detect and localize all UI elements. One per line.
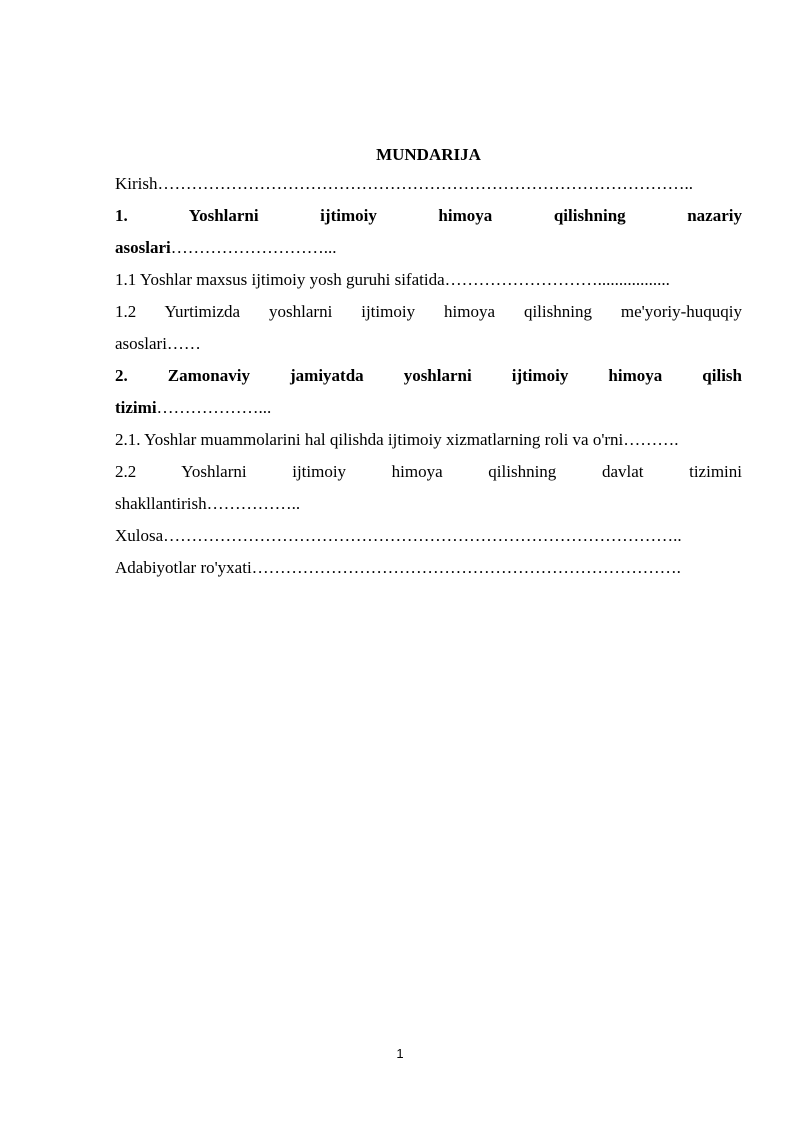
- toc-entry-xulosa: Xulosa………………………………………………………………………………..: [115, 526, 682, 545]
- toc-entry-section-1-line1: 1. Yoshlarni ijtimoiy himoya qilishning nazariy: [115, 206, 742, 225]
- toc-entry-section-1: [115, 200, 742, 264]
- toc-entry-section-2-line2: [115, 392, 742, 424]
- table-of-contents: [115, 141, 742, 584]
- toc-entry-1-1: 1.1 Yoshlar maxsus ijtimoiy yosh guruhi sifatida……………………….................: [115, 270, 670, 289]
- toc-entry-section-2-heading-end: tizimi: [115, 398, 157, 417]
- toc-entry-1-2: [115, 296, 742, 360]
- toc-entry-adabiyotlar: Adabiyotlar ro'yxati………………………………………………………………….: [115, 558, 681, 577]
- toc-entry-2-2-line2: shakllantirish……………..: [115, 494, 301, 513]
- toc-entry-1-2-line1: 1.2 Yurtimizda yoshlarni ijtimoiy himoya qilishning me'yoriy-huquqiy: [115, 302, 742, 321]
- toc-entry-1-2-line2: asoslari……: [115, 334, 201, 353]
- page-number: 1: [396, 1046, 404, 1061]
- toc-entry-2-2: [115, 456, 742, 520]
- toc-entry-2-1: 2.1. Yoshlar muammolarini hal qilishda ijtimoiy xizmatlarning roli va o'rni……….: [115, 430, 679, 449]
- toc-entry-kirish: Kirish…………………………………………………………………………………..: [115, 174, 693, 193]
- toc-entry-section-1-leader: ………………………...: [170, 238, 337, 257]
- toc-entry-section-2-leader: ………………...: [156, 398, 272, 417]
- toc-entry-2-2-line1: 2.2 Yoshlarni ijtimoiy himoya qilishning davlat tizimini: [115, 462, 742, 481]
- toc-entry-section-2: [115, 360, 742, 424]
- toc-entry-section-1-heading-end: asoslari: [115, 238, 171, 257]
- toc-title: MUNDARIJA: [376, 145, 481, 164]
- toc-entry-section-2-line1: 2. Zamonaviy jamiyatda yoshlarni ijtimoiy himoya qilish: [115, 366, 742, 385]
- toc-entry-section-1-line2: [115, 232, 742, 264]
